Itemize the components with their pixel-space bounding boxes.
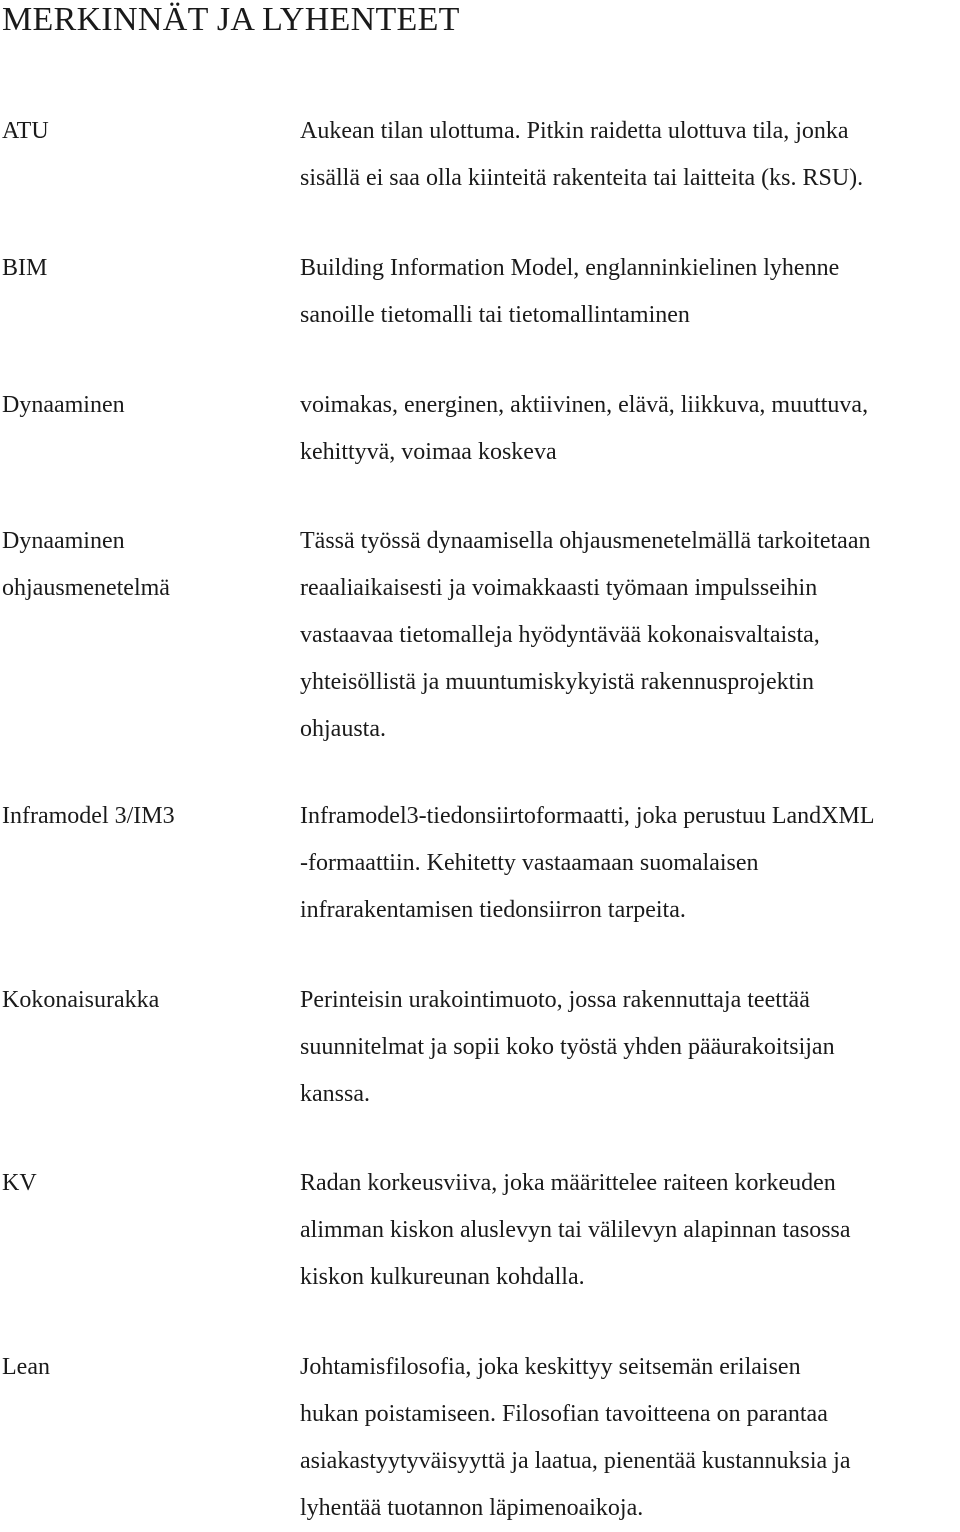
- term-line: Lean: [2, 1354, 50, 1380]
- definition-line: alimman kiskon aluslevyn tai välilevyn alapinnan tasossa: [300, 1217, 851, 1243]
- definition-line: asiakastyytyväisyyttä ja laatua, pienentää kustannuksia ja: [300, 1448, 851, 1474]
- glossary-term: [2, 108, 282, 155]
- glossary-definition: [300, 977, 960, 1118]
- page-title: MERKINNÄT JA LYHENTEET: [2, 1, 460, 38]
- glossary-definition: [300, 245, 960, 339]
- definition-line: Tässä työssä dynaamisella ohjausmenetelmällä tarkoitetaan: [300, 528, 871, 554]
- glossary-term: [2, 382, 282, 429]
- term-line: ATU: [2, 118, 49, 144]
- definition-line: reaaliaikaisesti ja voimakkaasti työmaan impulsseihin: [300, 575, 818, 601]
- term-line: Dynaaminen: [2, 392, 125, 418]
- definition-line: suunnitelmat ja sopii koko työstä yhden pääurakoitsijan: [300, 1034, 835, 1060]
- definition-line: sanoille tietomalli tai tietomallintaminen: [300, 302, 690, 328]
- glossary-term: [2, 977, 282, 1024]
- glossary-definition: [300, 518, 960, 753]
- definition-line: Aukean tilan ulottuma. Pitkin raidetta ulottuva tila, jonka: [300, 118, 849, 144]
- definition-line: kanssa.: [300, 1081, 370, 1107]
- definition-line: infrarakentamisen tiedonsiirron tarpeita.: [300, 897, 686, 923]
- glossary-term: [2, 518, 282, 612]
- glossary-definition: [300, 382, 960, 476]
- definition-line: vastaavaa tietomalleja hyödyntävää kokonaisvaltaista,: [300, 622, 820, 648]
- glossary-definition: [300, 108, 960, 202]
- term-line: Kokonaisurakka: [2, 987, 160, 1013]
- glossary-definition: [300, 1160, 960, 1301]
- definition-line: kiskon kulkureunan kohdalla.: [300, 1264, 585, 1290]
- term-line: Dynaaminen: [2, 528, 125, 554]
- definition-line: Johtamisfilosofia, joka keskittyy seitsemän erilaisen: [300, 1354, 801, 1380]
- term-line: Inframodel 3/IM3: [2, 803, 175, 829]
- glossary-definition: [300, 793, 960, 934]
- glossary-definition: [300, 1344, 960, 1532]
- glossary-term: [2, 1344, 282, 1391]
- definition-line: Radan korkeusviiva, joka määrittelee raiteen korkeuden: [300, 1170, 836, 1196]
- definition-line: Inframodel3-tiedonsiirtoformaatti, joka perustuu LandXML: [300, 803, 875, 829]
- definition-line: -formaattiin. Kehitetty vastaamaan suomalaisen: [300, 850, 759, 876]
- term-line: KV: [2, 1170, 37, 1196]
- definition-line: Building Information Model, englanninkielinen lyhenne: [300, 255, 840, 281]
- definition-line: lyhentää tuotannon läpimenoaikoja.: [300, 1495, 644, 1521]
- glossary-term: [2, 1160, 282, 1207]
- glossary-term: [2, 793, 282, 840]
- term-line: BIM: [2, 255, 48, 281]
- definition-line: Perinteisin urakointimuoto, jossa rakennuttaja teettää: [300, 987, 810, 1013]
- definition-line: sisällä ei saa olla kiinteitä rakenteita tai laitteita (ks. RSU).: [300, 165, 864, 191]
- definition-line: yhteisöllistä ja muuntumiskykyistä rakennusprojektin: [300, 669, 814, 695]
- definition-line: ohjausta.: [300, 716, 386, 742]
- definition-line: kehittyvä, voimaa koskeva: [300, 439, 557, 465]
- glossary-term: [2, 245, 282, 292]
- term-line: ohjausmenetelmä: [2, 575, 170, 601]
- definition-line: hukan poistamiseen. Filosofian tavoitteena on parantaa: [300, 1401, 828, 1427]
- definition-line: voimakas, energinen, aktiivinen, elävä, liikkuva, muuttuva,: [300, 392, 869, 418]
